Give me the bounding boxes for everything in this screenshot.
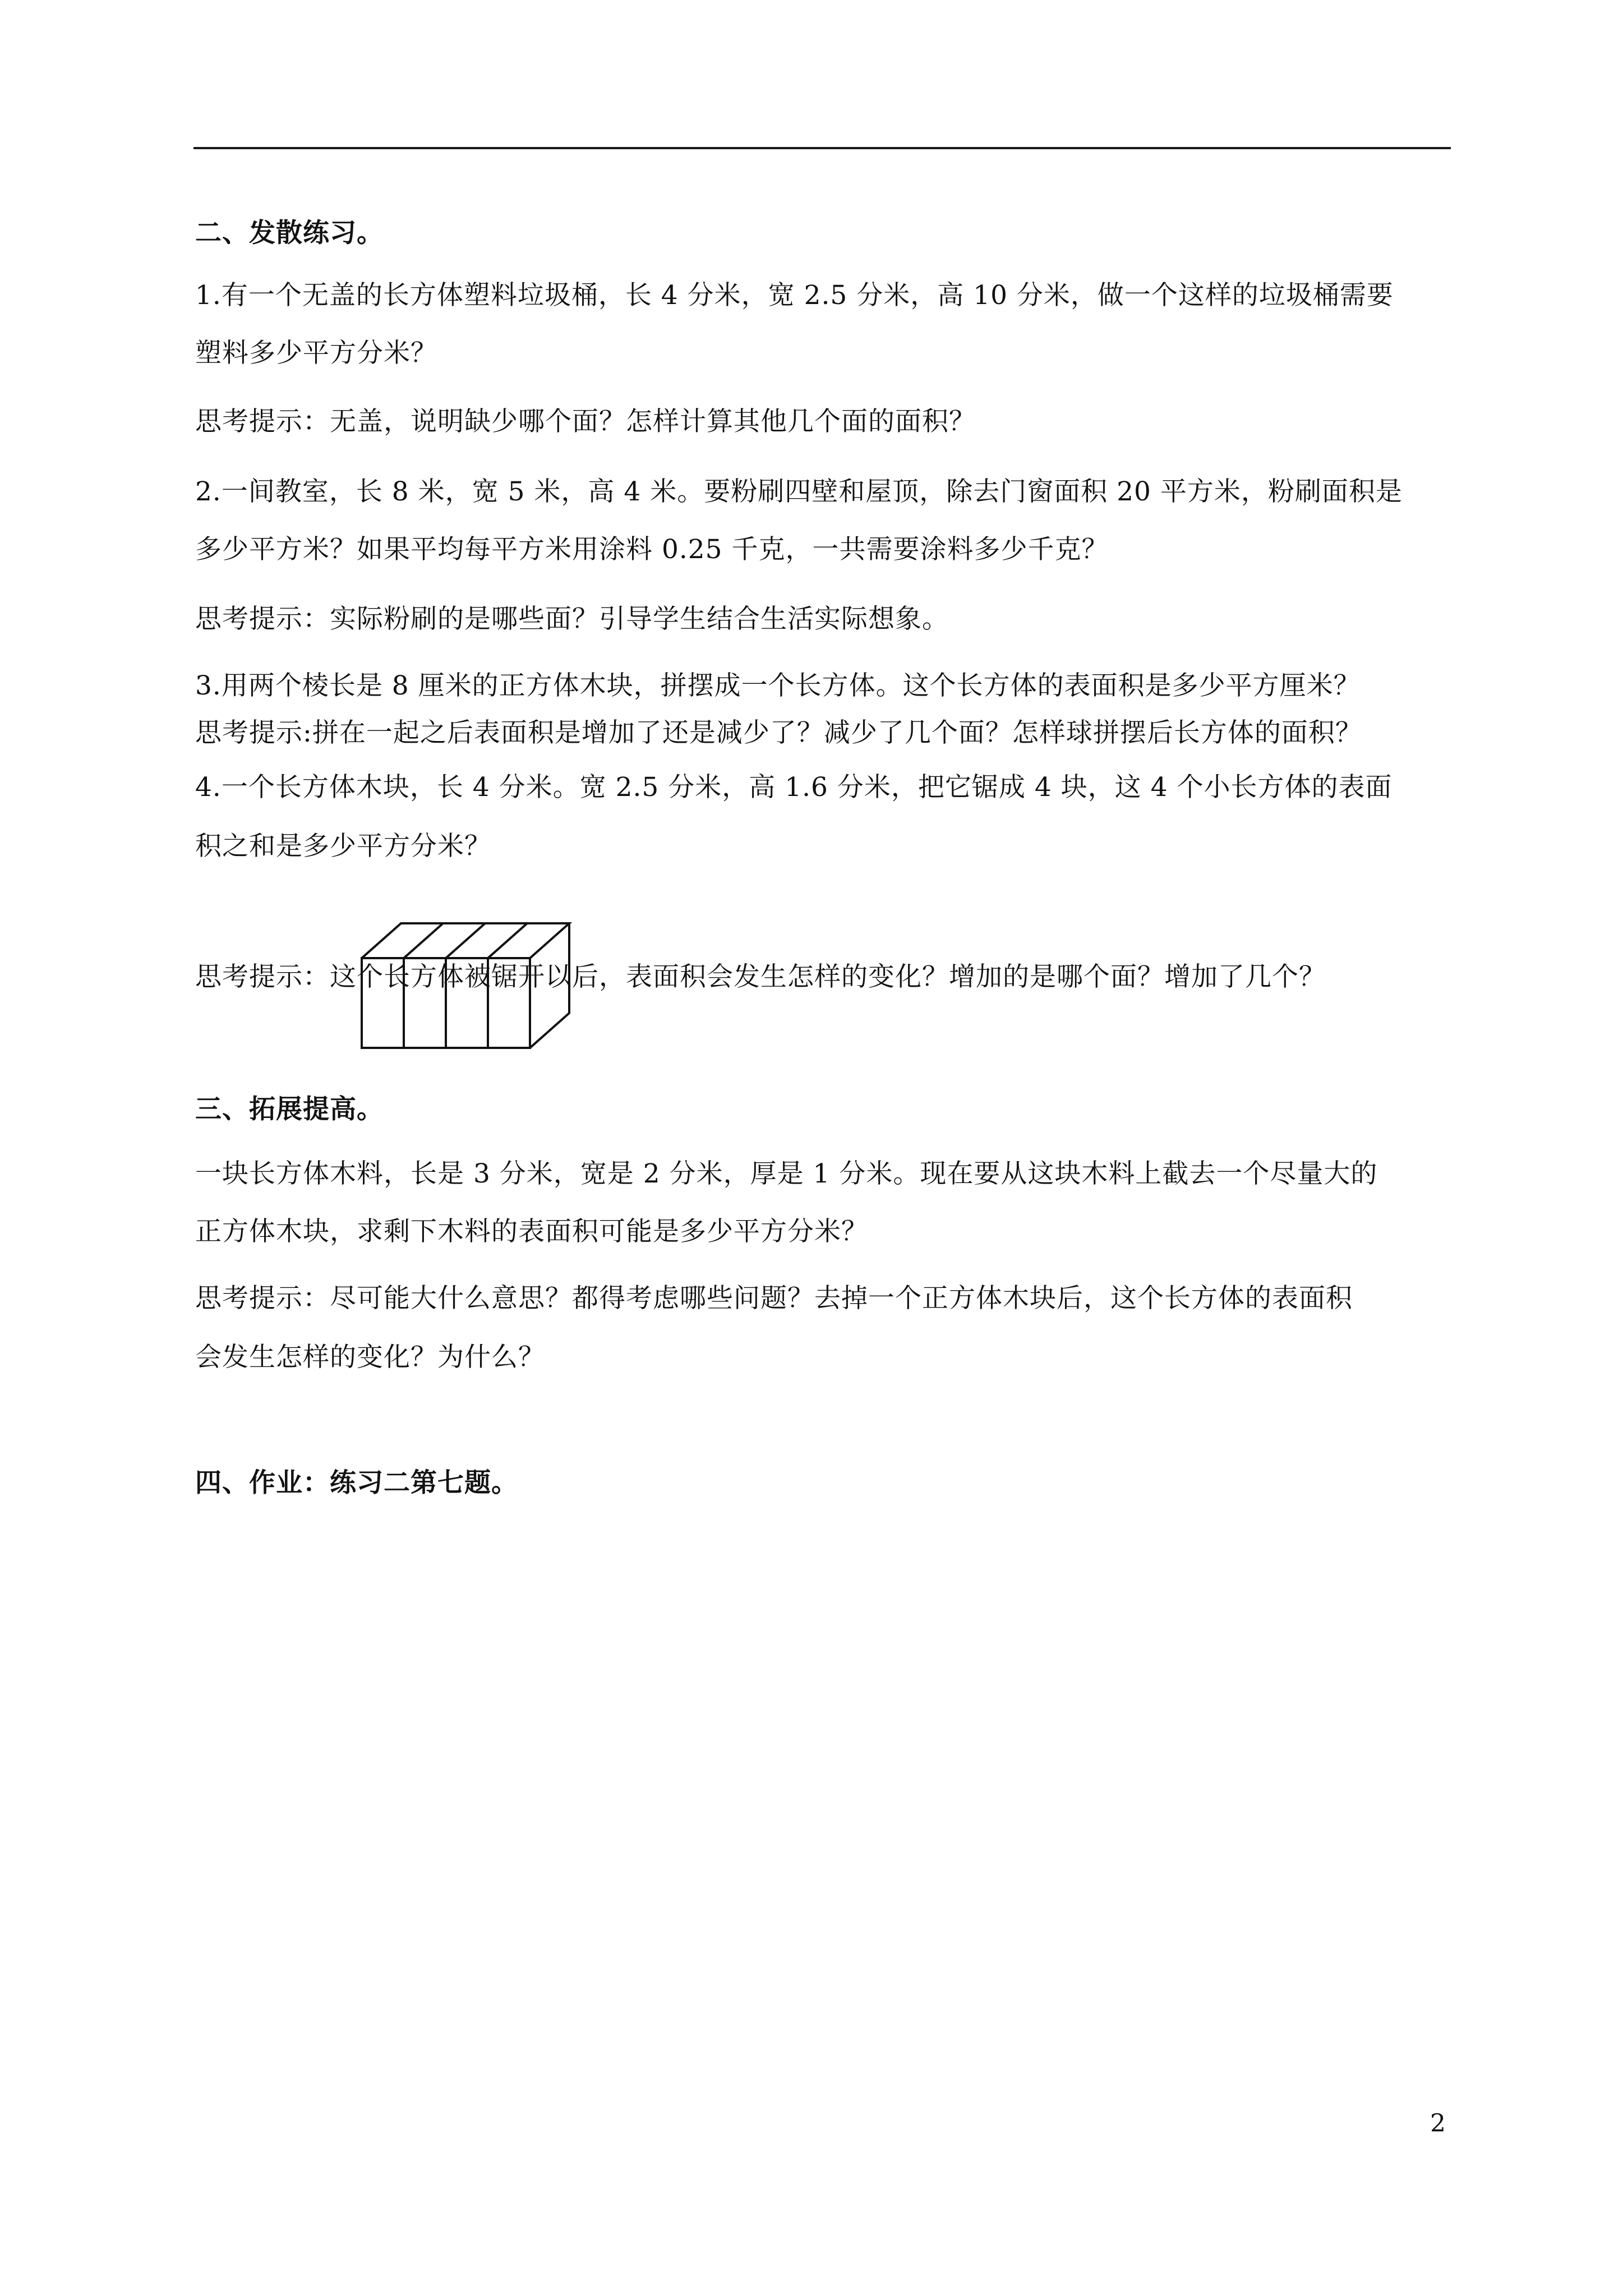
page-number: 2 (1430, 2109, 1446, 2138)
q3-hint: 思考提示:拼在一起之后表面积是增加了还是减少了？减少了几个面？怎样球拼摆后长方体的面积？ (195, 717, 1362, 748)
q1-hint: 思考提示：无盖，说明缺少哪个面？怎样计算其他几个面的面积？ (195, 406, 976, 437)
section4-heading: 四、作业：练习二第七题。 (195, 1467, 518, 1498)
q2-line1: 2.一间教室，长 8 米，宽 5 米，高 4 米。要粉刷四壁和屋顶，除去门窗面积 20 平方米，粉刷面积是 (195, 476, 1403, 507)
section3-line1: 一块长方体木料，长是 3 分米，宽是 2 分米，厚是 1 分米。现在要从这块木料上截去一个尽量大的 (195, 1158, 1378, 1189)
section3-hint-line2: 会发生怎样的变化？为什么？ (195, 1342, 545, 1373)
q4-line1: 4.一个长方体木块，长 4 分米。宽 2.5 分米，高 1.6 分米，把它锯成 4 块，这 4 个小长方体的表面 (195, 772, 1393, 803)
q1-line2: 塑料多少平方分米？ (195, 338, 437, 369)
q3-line1: 3.用两个棱长是 8 厘米的正方体木块，拼摆成一个长方体。这个长方体的表面积是多少平方厘米？ (195, 670, 1361, 701)
section3-hint-line1: 思考提示：尽可能大什么意思？都得考虑哪些问题？去掉一个正方体木块后，这个长方体的表面积 (195, 1283, 1353, 1314)
q4-hint: 思考提示：这个长方体被锯开以后，表面积会发生怎样的变化？增加的是哪个面？增加了几个？ (195, 961, 1326, 992)
q2-line2: 多少平方米？如果平均每平方米用涂料 0.25 千克，一共需要涂料多少千克？ (195, 534, 1109, 565)
section3-line2: 正方体木块，求剩下木料的表面积可能是多少平方分米？ (195, 1216, 868, 1247)
header-rule (193, 147, 1451, 149)
q2-hint: 思考提示：实际粉刷的是哪些面？引导学生结合生活实际想象。 (195, 604, 949, 634)
q1-line1: 1.有一个无盖的长方体塑料垃圾桶，长 4 分米，宽 2.5 分米，高 10 分米，做一个这样的垃圾桶需要 (195, 280, 1394, 311)
q4-line2: 积之和是多少平方分米？ (195, 831, 491, 862)
section2-heading: 二、发散练习。 (195, 218, 384, 249)
section3-heading: 三、拓展提高。 (195, 1094, 384, 1125)
